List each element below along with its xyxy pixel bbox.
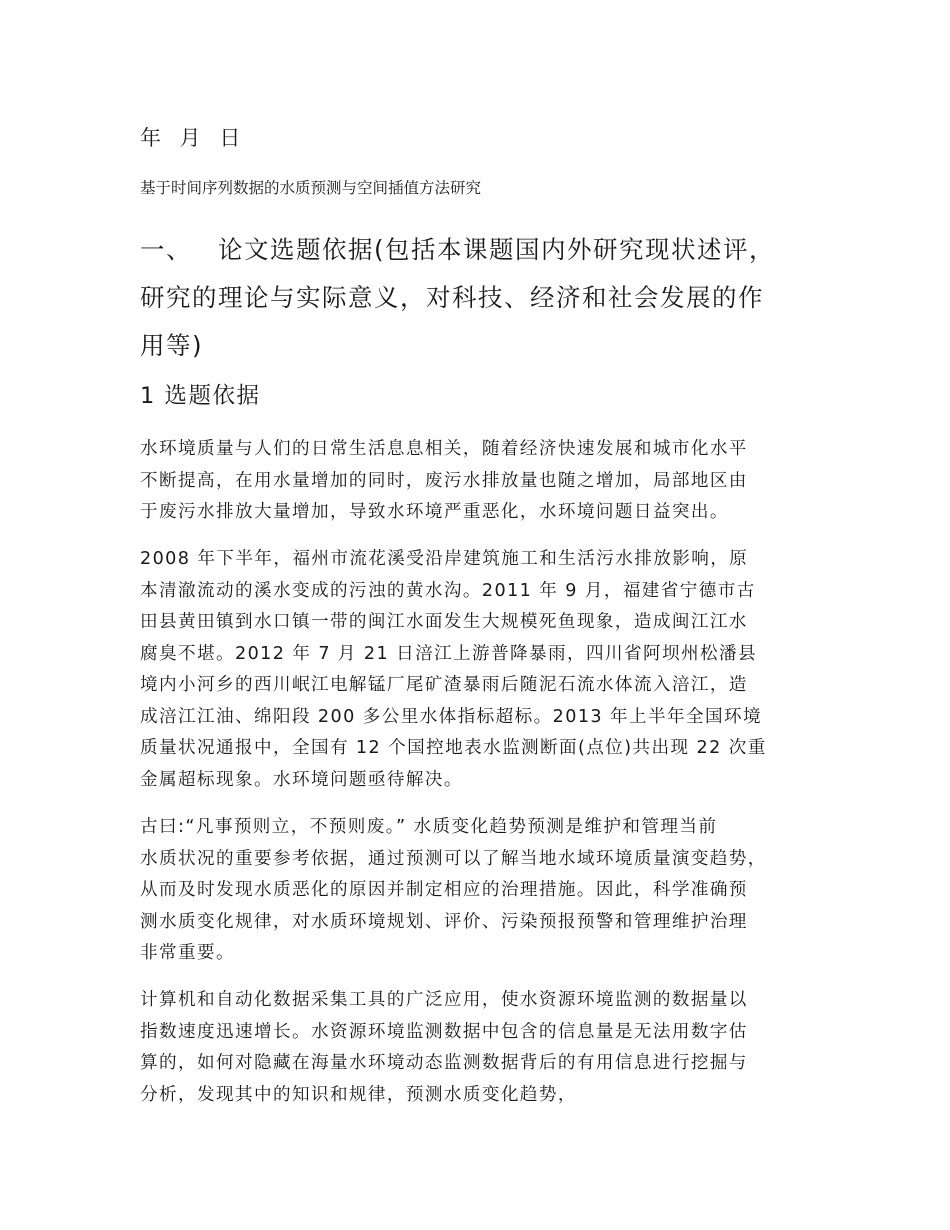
paragraph-line: 古曰:“凡事预则立，不预则废。” 水质变化趋势预测是维护和管理当前 (140, 817, 718, 837)
paragraph-line: 算的，如何对隐藏在海量水环境动态监测数据背后的有用信息进行挖掘与 (140, 1053, 748, 1073)
paragraph-line: 测水质变化规律，对水质环境规划、评价、污染预报预警和管理维护治理 (140, 911, 748, 932)
paragraph-line: 水质状况的重要参考依据，通过预测可以了解当地水域环境质量演变趋势， (140, 848, 767, 869)
paragraph-line: 从而及时发现水质恶化的原因并制定相应的治理措施。因此，科学准确预 (140, 880, 748, 900)
paragraph (140, 544, 830, 796)
paragraph-line: 指数速度迅速增长。水资源环境监测数据中包含的信息量是无法用数字估 (140, 1021, 748, 1042)
paragraph (140, 812, 830, 970)
section-heading-line (140, 226, 830, 274)
section-number: 一、 (140, 235, 192, 264)
paragraph-line: 腐臭不堪。2012 年 7 月 21 日涪江上游普降暴雨，四川省阿坝州松潘县 (140, 643, 757, 664)
thesis-title: 基于时间序列数据的水质预测与空间插值方法研究 (140, 179, 482, 197)
paragraph-line: 成涪江江油、绵阳段 200 多公里水体指标超标。2013 年上半年全国环境 (140, 706, 762, 727)
sub-heading: 1 选题依据 (140, 383, 261, 409)
paragraph-line: 金属超标现象。水环境问题亟待解决。 (140, 769, 463, 790)
paragraph-line: 非常重要。 (140, 943, 235, 963)
section-heading-line: 用等) (140, 331, 204, 360)
paragraph-line: 计算机和自动化数据采集工具的广泛应用，使水资源环境监测的数据量以 (140, 990, 748, 1010)
paragraph-line: 水环境质量与人们的日常生活息息相关，随着经济快速发展和城市化水平 (140, 439, 748, 459)
paragraph-line: 于废污水排放大量增加，导致水环境严重恶化，水环境问题日益突出。 (140, 502, 729, 522)
paragraph (140, 985, 830, 1111)
paragraph-line: 分析，发现其中的知识和规律，预测水质变化趋势， (140, 1084, 577, 1105)
section-heading-text: 论文选题依据(包括本课题国内外研究现状述评， (218, 235, 776, 264)
paragraph (140, 434, 830, 529)
date-line: 年 月 日 (140, 126, 247, 150)
paragraph-line: 田县黄田镇到水口镇一带的闽江水面发生大规模死鱼现象，造成闽江江水 (140, 612, 748, 632)
paragraph-line: 境内小河乡的西川岷江电解锰厂尾矿渣暴雨后随泥石流水体流入涪江，造 (140, 675, 748, 695)
section-heading (140, 226, 830, 370)
paragraph-line: 质量状况通报中，全国有 12 个国控地表水监测断面(点位)共出现 22 次重 (140, 738, 767, 758)
section-heading-line: 研究的理论与实际意义，对科技、经济和社会发展的作 (140, 283, 764, 312)
paragraph-line: 不断提高，在用水量增加的同时，废污水排放量也随之增加，局部地区由 (140, 470, 748, 491)
paragraph-line: 本清澈流动的溪水变成的污浊的黄水沟。2011 年 9 月，福建省宁德市古 (140, 580, 756, 601)
paragraph-line: 2008 年下半年，福州市流花溪受沿岸建筑施工和生活污水排放影响，原 (140, 549, 749, 569)
